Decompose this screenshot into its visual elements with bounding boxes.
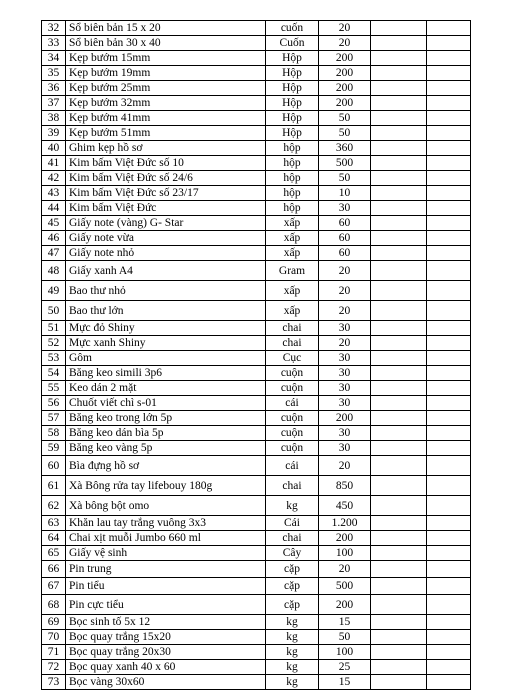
item-quantity: 450 xyxy=(319,496,371,516)
row-number: 69 xyxy=(42,615,66,630)
item-quantity: 60 xyxy=(319,216,371,231)
item-unit: cuốn xyxy=(266,21,319,36)
row-number: 39 xyxy=(42,126,66,141)
item-name: Chuốt viết chì s-01 xyxy=(66,396,266,411)
table-row xyxy=(42,396,471,411)
row-number: 56 xyxy=(42,396,66,411)
empty-cell xyxy=(427,281,471,301)
item-name: Kẹp bướm 32mm xyxy=(66,96,266,111)
empty-cell xyxy=(371,201,427,216)
item-unit: xấp xyxy=(266,301,319,321)
table-row xyxy=(42,216,471,231)
empty-cell xyxy=(371,381,427,396)
item-unit: chai xyxy=(266,531,319,546)
item-quantity: 20 xyxy=(319,36,371,51)
row-number: 58 xyxy=(42,426,66,441)
row-number: 40 xyxy=(42,141,66,156)
empty-cell xyxy=(427,261,471,281)
item-unit: cuộn xyxy=(266,426,319,441)
empty-cell xyxy=(427,81,471,96)
item-name: Bọc sinh tố 5x 12 xyxy=(66,615,266,630)
item-quantity: 15 xyxy=(319,675,371,690)
row-number: 38 xyxy=(42,111,66,126)
table-row xyxy=(42,201,471,216)
item-name: Mực đỏ Shiny xyxy=(66,321,266,336)
item-unit: cặp xyxy=(266,578,319,595)
table-row xyxy=(42,36,471,51)
row-number: 66 xyxy=(42,561,66,578)
empty-cell xyxy=(371,426,427,441)
row-number: 51 xyxy=(42,321,66,336)
item-quantity: 200 xyxy=(319,66,371,81)
empty-cell xyxy=(371,156,427,171)
row-number: 41 xyxy=(42,156,66,171)
empty-cell xyxy=(427,595,471,615)
item-unit: hộp xyxy=(266,156,319,171)
empty-cell xyxy=(427,51,471,66)
item-quantity: 20 xyxy=(319,261,371,281)
item-quantity: 20 xyxy=(319,301,371,321)
item-unit: cuộn xyxy=(266,366,319,381)
item-unit: hộp xyxy=(266,201,319,216)
empty-cell xyxy=(427,578,471,595)
item-quantity: 30 xyxy=(319,366,371,381)
item-name: Sổ biên bản 30 x 40 xyxy=(66,36,266,51)
empty-cell xyxy=(371,186,427,201)
item-unit: xấp xyxy=(266,216,319,231)
table-row xyxy=(42,281,471,301)
empty-cell xyxy=(427,171,471,186)
empty-cell xyxy=(427,36,471,51)
table-row xyxy=(42,675,471,690)
item-name: Pin cực tiểu xyxy=(66,595,266,615)
item-unit: Hộp xyxy=(266,51,319,66)
empty-cell xyxy=(427,675,471,690)
table-row xyxy=(42,381,471,396)
empty-cell xyxy=(371,126,427,141)
row-number: 60 xyxy=(42,456,66,476)
item-name: Xà bông bột omo xyxy=(66,496,266,516)
empty-cell xyxy=(427,126,471,141)
empty-cell xyxy=(427,396,471,411)
table-row xyxy=(42,476,471,496)
item-name: Giấy note nhỏ xyxy=(66,246,266,261)
item-unit: chai xyxy=(266,336,319,351)
empty-cell xyxy=(371,660,427,675)
empty-cell xyxy=(371,456,427,476)
row-number: 35 xyxy=(42,66,66,81)
empty-cell xyxy=(371,615,427,630)
empty-cell xyxy=(371,36,427,51)
item-name: Ghim kẹp hồ sơ xyxy=(66,141,266,156)
row-number: 46 xyxy=(42,231,66,246)
item-name: Bao thư nhỏ xyxy=(66,281,266,301)
item-name: Giấy note (vàng) G- Star xyxy=(66,216,266,231)
empty-cell xyxy=(371,441,427,456)
empty-cell xyxy=(371,411,427,426)
item-unit: kg xyxy=(266,645,319,660)
row-number: 70 xyxy=(42,630,66,645)
empty-cell xyxy=(427,186,471,201)
empty-cell xyxy=(427,111,471,126)
empty-cell xyxy=(371,261,427,281)
item-quantity: 20 xyxy=(319,561,371,578)
table-row xyxy=(42,441,471,456)
row-number: 34 xyxy=(42,51,66,66)
item-name: Băng keo trong lớn 5p xyxy=(66,411,266,426)
row-number: 59 xyxy=(42,441,66,456)
table-row xyxy=(42,366,471,381)
item-name: Băng keo simili 3p6 xyxy=(66,366,266,381)
table-row xyxy=(42,516,471,531)
empty-cell xyxy=(427,426,471,441)
table-row xyxy=(42,578,471,595)
item-unit: Hộp xyxy=(266,111,319,126)
row-number: 49 xyxy=(42,281,66,301)
empty-cell xyxy=(427,615,471,630)
item-quantity: 200 xyxy=(319,411,371,426)
supplies-table-body xyxy=(42,21,471,690)
item-unit: chai xyxy=(266,476,319,496)
item-unit: kg xyxy=(266,660,319,675)
item-unit: Cục xyxy=(266,351,319,366)
table-row xyxy=(42,456,471,476)
item-quantity: 50 xyxy=(319,126,371,141)
item-unit: cái xyxy=(266,396,319,411)
item-quantity: 15 xyxy=(319,615,371,630)
item-name: Băng keo dán bìa 5p xyxy=(66,426,266,441)
empty-cell xyxy=(371,595,427,615)
empty-cell xyxy=(427,351,471,366)
empty-cell xyxy=(427,516,471,531)
empty-cell xyxy=(371,645,427,660)
item-unit: cặp xyxy=(266,595,319,615)
item-unit: kg xyxy=(266,675,319,690)
item-name: Bao thư lớn xyxy=(66,301,266,321)
item-quantity: 20 xyxy=(319,336,371,351)
empty-cell xyxy=(427,546,471,561)
table-row xyxy=(42,351,471,366)
table-row xyxy=(42,66,471,81)
empty-cell xyxy=(371,66,427,81)
item-name: Bọc vàng 30x60 xyxy=(66,675,266,690)
row-number: 33 xyxy=(42,36,66,51)
item-name: Bìa đựng hồ sơ xyxy=(66,456,266,476)
item-quantity: 50 xyxy=(319,171,371,186)
empty-cell xyxy=(427,496,471,516)
table-row xyxy=(42,531,471,546)
item-quantity: 200 xyxy=(319,96,371,111)
item-name: Pin trung xyxy=(66,561,266,578)
row-number: 73 xyxy=(42,675,66,690)
row-number: 53 xyxy=(42,351,66,366)
table-row xyxy=(42,660,471,675)
item-quantity: 30 xyxy=(319,441,371,456)
item-quantity: 60 xyxy=(319,231,371,246)
item-unit: hộp xyxy=(266,141,319,156)
item-unit: Hộp xyxy=(266,96,319,111)
item-unit: Cây xyxy=(266,546,319,561)
empty-cell xyxy=(427,246,471,261)
table-row xyxy=(42,111,471,126)
row-number: 48 xyxy=(42,261,66,281)
row-number: 55 xyxy=(42,381,66,396)
empty-cell xyxy=(427,336,471,351)
empty-cell xyxy=(371,141,427,156)
table-row xyxy=(42,615,471,630)
item-quantity: 30 xyxy=(319,396,371,411)
item-quantity: 200 xyxy=(319,51,371,66)
row-number: 57 xyxy=(42,411,66,426)
item-name: Kẹp bướm 41mm xyxy=(66,111,266,126)
item-quantity: 850 xyxy=(319,476,371,496)
item-unit: Cuốn xyxy=(266,36,319,51)
table-row xyxy=(42,21,471,36)
item-quantity: 30 xyxy=(319,321,371,336)
item-quantity: 200 xyxy=(319,595,371,615)
empty-cell xyxy=(371,366,427,381)
row-number: 50 xyxy=(42,301,66,321)
item-name: Keo dán 2 mặt xyxy=(66,381,266,396)
supplies-table xyxy=(41,20,471,690)
item-unit: cặp xyxy=(266,561,319,578)
empty-cell xyxy=(371,630,427,645)
item-unit: hộp xyxy=(266,171,319,186)
row-number: 54 xyxy=(42,366,66,381)
item-name: Xà Bông rửa tay lifebouy 180g xyxy=(66,476,266,496)
empty-cell xyxy=(427,21,471,36)
item-unit: cuộn xyxy=(266,441,319,456)
item-name: Bọc quay trắng 15x20 xyxy=(66,630,266,645)
empty-cell xyxy=(371,578,427,595)
item-quantity: 500 xyxy=(319,578,371,595)
empty-cell xyxy=(371,21,427,36)
item-quantity: 20 xyxy=(319,281,371,301)
item-unit: kg xyxy=(266,496,319,516)
item-quantity: 30 xyxy=(319,381,371,396)
empty-cell xyxy=(427,231,471,246)
item-unit: kg xyxy=(266,615,319,630)
item-name: Kim bấm Việt Đức số 24/6 xyxy=(66,171,266,186)
item-name: Kim bấm Việt Đức số 10 xyxy=(66,156,266,171)
item-unit: xấp xyxy=(266,246,319,261)
row-number: 44 xyxy=(42,201,66,216)
empty-cell xyxy=(371,231,427,246)
empty-cell xyxy=(371,336,427,351)
item-name: Chai xịt muỗi Jumbo 660 ml xyxy=(66,531,266,546)
item-unit: xấp xyxy=(266,281,319,301)
row-number: 37 xyxy=(42,96,66,111)
row-number: 63 xyxy=(42,516,66,531)
item-name: Bọc quay xanh 40 x 60 xyxy=(66,660,266,675)
item-name: Kẹp bướm 25mm xyxy=(66,81,266,96)
row-number: 43 xyxy=(42,186,66,201)
row-number: 42 xyxy=(42,171,66,186)
table-row xyxy=(42,126,471,141)
table-row xyxy=(42,231,471,246)
table-row xyxy=(42,630,471,645)
empty-cell xyxy=(371,546,427,561)
table-row xyxy=(42,595,471,615)
item-quantity: 50 xyxy=(319,630,371,645)
table-row xyxy=(42,171,471,186)
empty-cell xyxy=(371,281,427,301)
empty-cell xyxy=(427,366,471,381)
empty-cell xyxy=(427,381,471,396)
empty-cell xyxy=(371,531,427,546)
table-row xyxy=(42,496,471,516)
table-row xyxy=(42,246,471,261)
row-number: 65 xyxy=(42,546,66,561)
item-quantity: 20 xyxy=(319,456,371,476)
empty-cell xyxy=(371,246,427,261)
table-row xyxy=(42,336,471,351)
empty-cell xyxy=(371,171,427,186)
table-row xyxy=(42,301,471,321)
item-quantity: 1.200 xyxy=(319,516,371,531)
empty-cell xyxy=(371,496,427,516)
empty-cell xyxy=(427,476,471,496)
item-name: Khăn lau tay trắng vuông 3x3 xyxy=(66,516,266,531)
item-unit: xấp xyxy=(266,231,319,246)
item-name: Mực xanh Shiny xyxy=(66,336,266,351)
empty-cell xyxy=(427,216,471,231)
item-name: Giấy vệ sinh xyxy=(66,546,266,561)
table-row xyxy=(42,546,471,561)
empty-cell xyxy=(371,516,427,531)
item-quantity: 50 xyxy=(319,111,371,126)
empty-cell xyxy=(427,456,471,476)
item-unit: cái xyxy=(266,456,319,476)
item-unit: Cái xyxy=(266,516,319,531)
row-number: 62 xyxy=(42,496,66,516)
item-quantity: 30 xyxy=(319,201,371,216)
empty-cell xyxy=(427,156,471,171)
table-row xyxy=(42,156,471,171)
empty-cell xyxy=(427,96,471,111)
item-unit: cuộn xyxy=(266,381,319,396)
table-row xyxy=(42,96,471,111)
empty-cell xyxy=(427,141,471,156)
row-number: 52 xyxy=(42,336,66,351)
table-row xyxy=(42,561,471,578)
row-number: 61 xyxy=(42,476,66,496)
item-unit: cuộn xyxy=(266,411,319,426)
item-quantity: 360 xyxy=(319,141,371,156)
item-quantity: 60 xyxy=(319,246,371,261)
item-name: Băng keo vàng 5p xyxy=(66,441,266,456)
item-name: Giấy note vừa xyxy=(66,231,266,246)
empty-cell xyxy=(427,645,471,660)
item-quantity: 500 xyxy=(319,156,371,171)
empty-cell xyxy=(371,351,427,366)
row-number: 67 xyxy=(42,578,66,595)
table-row xyxy=(42,141,471,156)
row-number: 47 xyxy=(42,246,66,261)
table-row xyxy=(42,645,471,660)
row-number: 72 xyxy=(42,660,66,675)
empty-cell xyxy=(427,201,471,216)
item-name: Giấy xanh A4 xyxy=(66,261,266,281)
table-row xyxy=(42,51,471,66)
empty-cell xyxy=(371,216,427,231)
empty-cell xyxy=(427,321,471,336)
table-row xyxy=(42,426,471,441)
item-name: Sổ biên bản 15 x 20 xyxy=(66,21,266,36)
empty-cell xyxy=(427,531,471,546)
empty-cell xyxy=(371,675,427,690)
item-quantity: 30 xyxy=(319,426,371,441)
item-name: Kim bấm Việt Đức số 23/17 xyxy=(66,186,266,201)
empty-cell xyxy=(427,441,471,456)
empty-cell xyxy=(371,321,427,336)
table-row xyxy=(42,411,471,426)
item-name: Kim bấm Việt Đức xyxy=(66,201,266,216)
table-row xyxy=(42,321,471,336)
row-number: 32 xyxy=(42,21,66,36)
empty-cell xyxy=(427,660,471,675)
empty-cell xyxy=(427,66,471,81)
item-quantity: 100 xyxy=(319,645,371,660)
item-unit: Hộp xyxy=(266,66,319,81)
item-quantity: 200 xyxy=(319,531,371,546)
row-number: 71 xyxy=(42,645,66,660)
item-name: Bọc quay trắng 20x30 xyxy=(66,645,266,660)
item-name: Kẹp bướm 51mm xyxy=(66,126,266,141)
item-unit: Hộp xyxy=(266,81,319,96)
empty-cell xyxy=(427,630,471,645)
item-name: Pin tiểu xyxy=(66,578,266,595)
row-number: 68 xyxy=(42,595,66,615)
empty-cell xyxy=(371,81,427,96)
row-number: 64 xyxy=(42,531,66,546)
item-quantity: 25 xyxy=(319,660,371,675)
empty-cell xyxy=(371,396,427,411)
empty-cell xyxy=(371,96,427,111)
empty-cell xyxy=(427,561,471,578)
item-quantity: 200 xyxy=(319,81,371,96)
empty-cell xyxy=(427,411,471,426)
item-quantity: 20 xyxy=(319,21,371,36)
item-name: Gôm xyxy=(66,351,266,366)
row-number: 36 xyxy=(42,81,66,96)
item-quantity: 100 xyxy=(319,546,371,561)
empty-cell xyxy=(371,476,427,496)
item-unit: chai xyxy=(266,321,319,336)
item-unit: hộp xyxy=(266,186,319,201)
item-name: Kẹp bướm 15mm xyxy=(66,51,266,66)
empty-cell xyxy=(427,301,471,321)
empty-cell xyxy=(371,111,427,126)
empty-cell xyxy=(371,301,427,321)
item-name: Kẹp bướm 19mm xyxy=(66,66,266,81)
item-unit: kg xyxy=(266,630,319,645)
table-row xyxy=(42,81,471,96)
item-unit: Hộp xyxy=(266,126,319,141)
table-row xyxy=(42,261,471,281)
item-unit: Gram xyxy=(266,261,319,281)
empty-cell xyxy=(371,51,427,66)
row-number: 45 xyxy=(42,216,66,231)
empty-cell xyxy=(371,561,427,578)
item-quantity: 30 xyxy=(319,351,371,366)
table-row xyxy=(42,186,471,201)
item-quantity: 10 xyxy=(319,186,371,201)
